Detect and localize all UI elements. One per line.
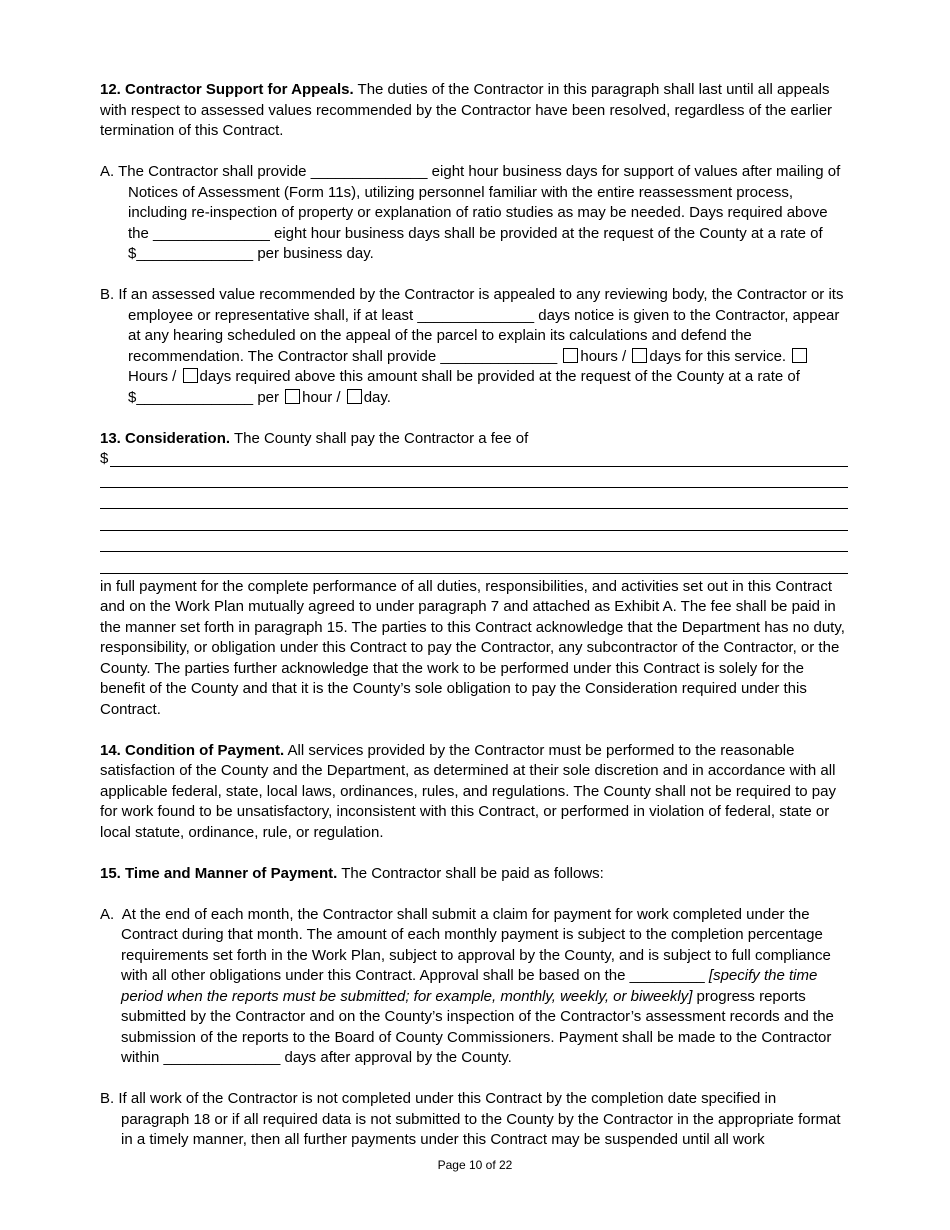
text: Hours / [128, 368, 177, 385]
section-15 [100, 864, 848, 885]
section-12-item-a [100, 162, 848, 265]
section-12-item-b [100, 285, 848, 408]
section-15-item-a [100, 905, 848, 1069]
text: hours / [580, 347, 627, 365]
section-13-intro: The County shall pay the Contractor a fee of [233, 429, 529, 447]
text: eight hour business days for support of values after mailing of Notices of Assessment (Form 11s), utilizing personnel familiar with the entire reassessment process, including re-inspection of property or explanation of ratio studies as may be needed. Days required above the [128, 163, 841, 242]
section-12-intro: The duties of the Contractor in this paragraph shall last until all appeals with respect to assessed values recommended by the Contractor have been resolved, regardless of the earlier termination of this Contract. [100, 81, 833, 139]
text: The Contractor shall provide [118, 163, 307, 180]
text: eight hour business days shall be provided at the request of the County at a rate of $ [128, 224, 823, 262]
item-label: A. [100, 905, 115, 923]
text: hour / [302, 388, 341, 406]
blank-field: ______________ [417, 306, 535, 324]
days-checkbox[interactable] [632, 348, 647, 363]
text: per business day. [257, 245, 374, 262]
item-label: A. [100, 163, 115, 180]
fee-line[interactable] [100, 449, 848, 470]
text: days for this service. [649, 347, 787, 365]
section-13-heading: 13. Consideration. [100, 429, 231, 447]
blank-field: _________ [629, 967, 705, 984]
section-13 [100, 429, 848, 450]
section-15-intro: The Contractor shall be paid as follows: [341, 864, 604, 882]
text: days required above this amount shall be provided at the request of the County at a rate of $ [128, 368, 800, 406]
text: At the end of each month, the Contractor shall submit a claim for payment for work completed under the Contract during that month. The amount of each monthly payment is subject to the completion percentage requirements set forth in the Work Plan, subject to approval by the County, and is subject to full compliance with all other obligations under this Contract. Approval shall be based on the [121, 905, 831, 984]
item-label: B. [100, 286, 115, 303]
text: days after approval by the County. [284, 1049, 512, 1066]
days-checkbox-2[interactable] [183, 368, 198, 383]
section-12-heading: 12. Contractor Support for Appeals. [100, 81, 354, 98]
blank-field: ______________ [163, 1049, 281, 1066]
document-page [100, 80, 848, 1151]
section-13-body: in full payment for the complete performance of all duties, responsibilities, and activities set out in this Contract and on the Work Plan mutually agreed to under paragraph 7 and attached as Exhibit A. The fee shall be paid in the manner set forth in paragraph 15. The parties to this Contract acknowledge that the Department has no duty, responsibility, or obligation under this Contract to pay the Contractor, any subcontractor of the Contractor, or the County. The parties further acknowledge that the work to be performed under this Contract is solely for the benefit of the County and that it is the County’s sole obligation to pay the Consideration required under this Contract. [100, 577, 845, 718]
text: If an assessed value recommended by the Contractor is appealed to any reviewing body, the Contractor or its employee or representative shall, if at least [118, 286, 844, 324]
text: If all work of the Contractor is not completed under this Contract by the completion date specified in paragraph 18 or if all required data is not submitted to the County by the Contractor in the appropriate format in a timely manner, then all further payments under this Contract may be suspended until all work [118, 1090, 841, 1148]
section-12 [100, 80, 848, 142]
hours-checkbox[interactable] [563, 348, 578, 363]
text: day. [363, 388, 391, 406]
fee-line-2[interactable] [100, 470, 848, 488]
blank-field: ______________ [310, 163, 428, 180]
hours-checkbox-2[interactable] [792, 348, 807, 363]
text: days notice is given to the Contractor, appear at any hearing scheduled on the appeal of the parcel to explain its calculations and defend the recommendation. The Contractor shall provide [128, 306, 840, 365]
section-14-heading: 14. Condition of Payment. [100, 741, 285, 759]
blank-field: ______________ [136, 388, 254, 406]
section-15-heading: 15. Time and Manner of Payment. [100, 864, 338, 882]
section-15-item-b [100, 1089, 848, 1151]
text: progress reports submitted by the Contractor and on the County’s inspection of the Contractor’s assessment records and the submission of the reports to the Board of County Commissioners. Payment shall be made to the Contractor within [121, 987, 834, 1066]
item-label: B. [100, 1090, 115, 1107]
fee-line-6[interactable] [100, 552, 848, 574]
fee-line-3[interactable] [100, 488, 848, 510]
day-checkbox[interactable] [347, 389, 362, 404]
blank-field: ______________ [440, 347, 558, 365]
instruction-text: [specify the time period when the reports must be submitted; for example, monthly, weekly, or biweekly] [121, 967, 818, 1005]
blank-field: ______________ [153, 224, 270, 242]
hour-checkbox[interactable] [285, 389, 300, 404]
section-14-body: All services provided by the Contractor must be performed to the reasonable satisfaction of the County and the Department, as determined at their sole discretion and in accordance with all applicable federal, state, local laws, ordinances, rules, and regulations. The County shall not be required to pay for work found to be unsatisfactory, inconsistent with this Contract, or performed in violation of federal, state or local statute, ordinance, rule, or regulation. [100, 741, 836, 841]
text: per [257, 388, 279, 406]
page-number: Page 10 of 22 [437, 1158, 513, 1172]
section-14 [100, 741, 848, 844]
dollar-sign: $ [100, 450, 109, 467]
fee-line-4[interactable] [100, 509, 848, 531]
fee-line-5[interactable] [100, 531, 848, 553]
blank-field: ______________ [136, 245, 254, 262]
